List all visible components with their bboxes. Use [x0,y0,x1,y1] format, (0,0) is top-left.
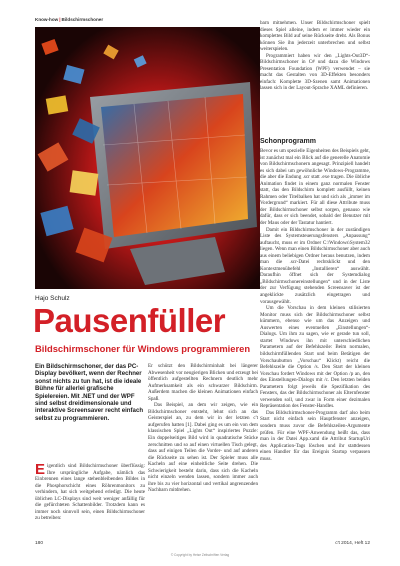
page-number: 180 [35,541,44,546]
drop-cap: E [35,461,46,478]
copyright-notice: © Copyright by Heise Zeitschriften Verlag [170,553,230,557]
section-heading: Schonprogramm [260,138,317,145]
hero-illustration [35,27,260,289]
body-paragraph: Bevor es um spezielle Eigenheiten des Beispiels geht, ist zunächst mal ein Blick auf die generelle Anatomie von Bildschirmschonern angesagt. Prinzipiell handelt es sich dabei um gewöhnliche Windows-Programme, die aber die Endung .scr statt .exe tragen. Die übliche Animation findet in einem ganz normalen Fenster statt, das den Bildschirm komplett ausfüllt, keinen Rahmen oder Titelbalken hat und sich als „immer im Vordergrund“ markiert. Für all diese Attribute muss der Bildschirmschoner selbst sorgen, genauso wie dafür, dass er sich beendet, sobald der Benutzer mit der Maus oder der Tastatur hantiert. [260,148,370,227]
body-paragraph: Das Beispiel, an dem wir zeigen, wie ein Bildschirmschoner entsteht, lehnt sich an das Geisterspiel an, zu dem wir in der letzten c't aufgerufen hatten [1]. Dabei ging es um ein von dem klassischen Spiel „Lights Out“ inspiriertes Puzzle: Ein doppelseitiges Bild wird in quadratische Stücke zerschnitten und so auf einen virtuellen Tisch gelegt, dass auf einigen Teilen die Vorder- und auf anderen die Rückseite zu sehen ist. Der Spieler muss alle Kacheln auf eine einheitliche Seite drehen. Die Schwierigkeit besteht darin, dass sich die Kacheln nicht einzeln wenden lassen, sondern immer auch ihre bis zu vier horizontal und vertikal angrenzenden Nachbarn mitdrehen. [148,402,258,494]
article-title: Pausenfüller [33,302,226,339]
body-paragraph: Das Bildschirmschoner-Programm darf also beim Start nicht einfach sein Hauptfenster anzeigen, sondern muss zuvor die Befehlszeilen-Argumente prüfen. Für eine WPF-Anwendung heißt das, dass man in der Datei App.xaml die Attribut StartupUri des Application-Tags löschen und ihr stattdessen einen Handler für das Ereignis Startup verpassen muss. [260,409,370,462]
body-paragraph: igentlich sind Bildschirmschoner überflüssig: Ihre ursprüngliche Aufgabe, nämlich das Einbrennen eines lange stehenbleibenden Bildes in die Phosphorschicht eines Röhrenmonitors zu verhindern, hat sich weitgehend erledigt. Die heute üblichen LC-Displays sind weit weniger anfällig für die gefürchteten Schattenbilder. Trotzdem kann es immer noch sinnvoll sein, einen Bildschirmschoner zu betreiben: [35,463,145,522]
issue-info: c't 2014, Heft 12 [335,541,370,546]
article-author: Hajo Schulz [35,295,70,302]
body-paragraph: barn mitnehmen. Unser Bildschirmschoner spielt dieses Spiel alleine, indem er immer wieder ein komplettes Bild auf seine Rückseite dreht. Als Bonus können Sie ihn jederzeit unterbrechen und selbst weiterspielen. [260,20,370,53]
body-column-1 [35,463,145,522]
article-subtitle: Bildschirmschoner für Windows programmieren [35,343,251,354]
body-paragraph: Er schützt den Bildschirminhalt bei längerer Abwesenheit vor neugierigen Blicken und erzeugt bei öffentlich aufgestellten Rechnern deutlich mehr Aufmerksamkeit als ein schwarzer Bildschirm. Außerdem machen die kleinen Animationen einfach Spaß. [148,363,258,402]
section-kicker [35,17,103,22]
body-column-3-top [260,20,370,92]
body-column-2 [148,363,258,494]
body-paragraph: Um die Vorschau in dem kleinen stilisierten Monitor muss sich der Bildschirmschoner selbst kümmern, ebenso wie um das Anzeigen und Auswerten eines eventuellen „Einstellungen“-Dialogs. Um ihm zu sagen, wie er gerade tun soll, startet Windows ihn mit unterschiedlichen Parametern auf der Befehlszeile: Beim normalen, bildschirmfüllenden Start und beim Betätigen der Vorschaubutton „Vorschau“ Klickt) reicht die Befehlszeile die Option /s. Den Start der kleinen Vorschau fordert Windows mit der Option /p an, den des Einstellungen-Dialogs mit /c. Den letzten beiden Parametern folgt jeweils die Spezifikation des Fensters, das der Bildschirmschoner als Elternfenster verwenden soll, und zwar in Form einer dezimalen Repräsentation des Fenster-Handles. [260,305,370,410]
body-paragraph: Programmiert haben wir den „Lights-Out3D“-Bildschirmschoner in C# und dazu die Windows Presentation Foundation (WPF) verwendet – sie macht das Gestalten von 3D-Effekten besonders einfach: Komplette 3D-Szenen samt Animationen lassen sich in der Layout-Sprache XAML definieren. [260,52,370,92]
article-lead: Ein Bildschirmschoner, der das PC-Display bevölkert, wenn der Rechner sonst nichts zu tun hat, ist die ideale Bühne für allerlei grafische Spielereien. Mit .NET und der WPF sind selbst dreidimensionale und interaktive Screensaver recht einfach selbst zu programmieren. [35,363,144,422]
kicker-topic: Bildschirmschoner [61,17,104,22]
monitor-with-flying-tiles-illustration [35,27,260,289]
body-paragraph: Damit ein Bildschirmschoner in der zuständigen Liste des Systemsteuerungsfensters „Anpassung“ auftaucht, muss er im Ordner C:\Windows\System32 liegen. Wenn man einen Bildschirmschoner aber auch aus einem beliebigen Ordner heraus benutzen, indem man die .scr-Datei rechtsklickt und den Kontextmenübefehl „Installieren“ auswählt. Daraufhin öffnet sich der Systemdialog „Bildschirmschonereinstellungen“ und in der Liste der zur Verfügung stehenden Screensaver ist der angeklickte zusätzlich eingetragen und vorausgewählt. [260,226,370,305]
kicker-separator: | [59,17,61,22]
kicker-section: Know-how [35,17,59,22]
body-column-3 [260,148,370,462]
